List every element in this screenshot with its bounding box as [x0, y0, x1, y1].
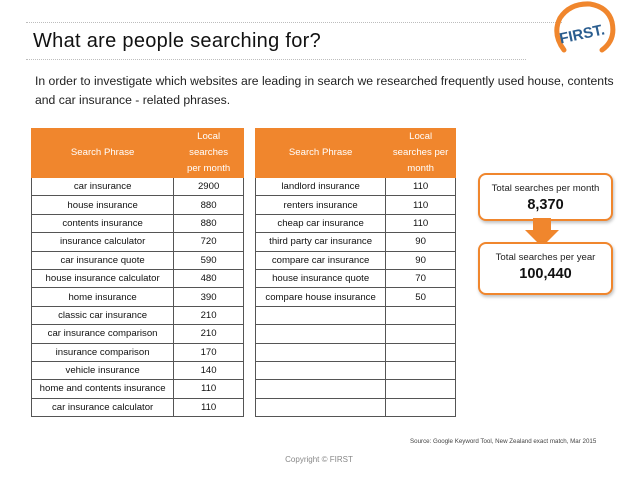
- right-search-table: [255, 128, 456, 417]
- page-title: What are people searching for?: [33, 30, 322, 52]
- searches-cell: 110: [386, 214, 456, 232]
- table-row: [256, 398, 456, 416]
- searches-cell: [386, 343, 456, 361]
- phrase-cell: [256, 343, 386, 361]
- searches-cell: [386, 398, 456, 416]
- searches-cell: 880: [174, 196, 244, 214]
- table-row: [256, 361, 456, 379]
- searches-cell: [386, 306, 456, 324]
- phrase-cell: car insurance comparison: [32, 325, 174, 343]
- table-row: [32, 178, 244, 196]
- phrase-cell: compare car insurance: [256, 251, 386, 269]
- searches-cell: 70: [386, 269, 456, 287]
- table-row: [256, 380, 456, 398]
- searches-cell: 110: [174, 398, 244, 416]
- header-line: per month: [187, 163, 231, 174]
- table-row: [256, 214, 456, 232]
- table-row: [256, 306, 456, 324]
- phrase-cell: landlord insurance: [256, 178, 386, 196]
- header-line: month: [407, 163, 434, 174]
- phrase-cell: cheap car insurance: [256, 214, 386, 232]
- phrase-cell: insurance comparison: [32, 343, 174, 361]
- table-row: [32, 269, 244, 287]
- title-divider: [26, 59, 526, 60]
- phrase-cell: car insurance calculator: [32, 398, 174, 416]
- searches-cell: 50: [386, 288, 456, 306]
- total-year-box: [478, 242, 613, 295]
- table-row: [32, 288, 244, 306]
- phrase-cell: insurance calculator: [32, 233, 174, 251]
- searches-cell: 110: [386, 196, 456, 214]
- searches-cell: 170: [174, 343, 244, 361]
- phrase-cell: vehicle insurance: [32, 361, 174, 379]
- table-row: [256, 178, 456, 196]
- searches-cell: 110: [386, 178, 456, 196]
- header-search-phrase: Search Phrase: [32, 129, 174, 178]
- phrase-cell: compare house insurance: [256, 288, 386, 306]
- table-row: [256, 325, 456, 343]
- table-row: [32, 233, 244, 251]
- searches-cell: 140: [174, 361, 244, 379]
- searches-cell: 880: [174, 214, 244, 232]
- table-row: [256, 251, 456, 269]
- total-month-value: 8,370: [527, 197, 564, 213]
- header-search-phrase: Search Phrase: [256, 129, 386, 178]
- phrase-cell: house insurance quote: [256, 269, 386, 287]
- table-row: [32, 251, 244, 269]
- total-month-label: Total searches per month: [491, 183, 600, 194]
- table-row: [256, 233, 456, 251]
- table-row: [256, 269, 456, 287]
- total-year-label: Total searches per year: [495, 252, 596, 263]
- table-row: [32, 361, 244, 379]
- header-line: Local: [409, 131, 433, 142]
- phrase-cell: car insurance quote: [32, 251, 174, 269]
- table-row: [32, 214, 244, 232]
- phrase-cell: [256, 380, 386, 398]
- table-row: [32, 343, 244, 361]
- copyright: Copyright © FIRST: [285, 455, 353, 464]
- source-note: Source: Google Keyword Tool, New Zealand exact match, Mar 2015: [410, 438, 597, 445]
- header-local-searches: [174, 129, 244, 178]
- total-year-value: 100,440: [519, 266, 572, 282]
- phrase-cell: house insurance calculator: [32, 269, 174, 287]
- searches-cell: [386, 361, 456, 379]
- table-row: [32, 325, 244, 343]
- table-row: [32, 398, 244, 416]
- searches-cell: 90: [386, 251, 456, 269]
- phrase-cell: [256, 306, 386, 324]
- total-month-box: [478, 173, 613, 221]
- table-row: [32, 196, 244, 214]
- phrase-cell: home insurance: [32, 288, 174, 306]
- logo-text: FIRST.: [557, 21, 607, 48]
- header-local-searches: [386, 129, 456, 178]
- searches-cell: [386, 325, 456, 343]
- intro-paragraph: In order to investigate which websites are leading in search we researched frequently used house, contents and car insurance - related phrases.: [35, 74, 614, 107]
- phrase-cell: contents insurance: [32, 214, 174, 232]
- phrase-cell: renters insurance: [256, 196, 386, 214]
- table-row: [32, 380, 244, 398]
- first-logo: [546, 0, 618, 60]
- left-search-table: [31, 128, 244, 417]
- searches-cell: 110: [174, 380, 244, 398]
- phrase-cell: [256, 398, 386, 416]
- table-row: [32, 306, 244, 324]
- header-line: searches per: [392, 147, 449, 158]
- phrase-cell: house insurance: [32, 196, 174, 214]
- searches-cell: 480: [174, 269, 244, 287]
- header-line: Local: [197, 131, 221, 142]
- searches-cell: [386, 380, 456, 398]
- phrase-cell: third party car insurance: [256, 233, 386, 251]
- header-line: searches: [189, 147, 229, 158]
- searches-cell: 720: [174, 233, 244, 251]
- table-row: [256, 288, 456, 306]
- searches-cell: 210: [174, 306, 244, 324]
- table-row: [256, 196, 456, 214]
- searches-cell: 90: [386, 233, 456, 251]
- table-row: [256, 343, 456, 361]
- phrase-cell: [256, 325, 386, 343]
- phrase-cell: home and contents insurance: [32, 380, 174, 398]
- phrase-cell: car insurance: [32, 178, 174, 196]
- phrase-cell: [256, 361, 386, 379]
- searches-cell: 2900: [174, 178, 244, 196]
- phrase-cell: classic car insurance: [32, 306, 174, 324]
- top-divider: [26, 22, 562, 23]
- searches-cell: 210: [174, 325, 244, 343]
- searches-cell: 390: [174, 288, 244, 306]
- searches-cell: 590: [174, 251, 244, 269]
